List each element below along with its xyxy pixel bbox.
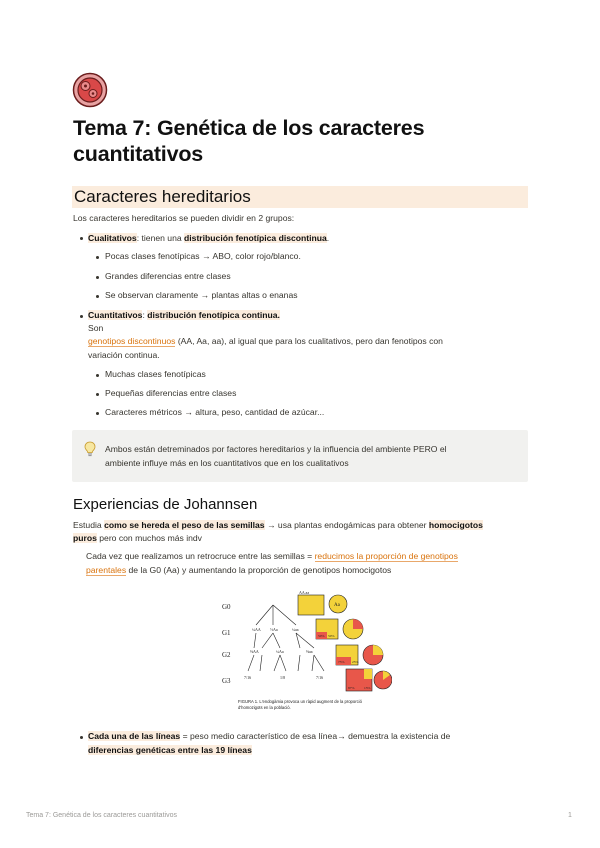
link-parentales[interactable]: parentales (86, 565, 127, 575)
text: : (142, 310, 148, 320)
section-heading-caracteres: Caracteres hereditarios (74, 187, 251, 206)
g0-box (298, 595, 324, 615)
sub-bullet-dot (96, 412, 99, 415)
sub-list-item: Se observan claramente → plantas altas o enanas (105, 290, 298, 300)
g3-pct: 87% (348, 686, 355, 690)
g3-box-yellow (364, 669, 372, 679)
bullet-dot (80, 315, 83, 318)
highlight-diferencias: diferencias genéticas entre las 19 líneas (88, 745, 252, 755)
link-reducimos[interactable]: reducimos la proporción de genotipos (314, 551, 458, 561)
sub-list-item: Muchas clases fenotípicas (105, 369, 206, 379)
text: Cada vez que realizamos un retrocruce entre las semillas = (86, 551, 315, 561)
g3-pct2: 13% (364, 686, 371, 690)
g2-pct: 75% (338, 660, 345, 664)
retrocruce-line-1 (86, 549, 458, 563)
sub-bullet-dot (96, 276, 99, 279)
g1-node: ½Aa (270, 627, 278, 632)
sub-bullet-dot (96, 256, 99, 259)
g2-pct2: 25% (352, 660, 359, 664)
figure-caption-2: d'homozigots en la població. (238, 705, 291, 710)
highlight-puros: puros (73, 533, 97, 543)
highlight-discontinua: distribución fenotípica discontinua (184, 233, 327, 243)
list-item-lineas (88, 729, 450, 743)
term-cuantitativos: Cuantitativos (88, 310, 143, 320)
genotipos-line (88, 334, 443, 348)
highlight-cada-linea: Cada una de las líneas (88, 731, 181, 741)
bullet-dot (80, 237, 83, 240)
sub-list-item: Pequeñas diferencias entre clases (105, 388, 237, 398)
sub-list-item: Caracteres métricos → altura, peso, cantidad de azúcar... (105, 407, 325, 417)
text: : tienen una (136, 233, 185, 243)
g0-box-label: AA aa (299, 590, 310, 595)
g2-node: ⅜aa (306, 649, 313, 654)
text: pero con muchos más indv (96, 533, 202, 543)
text: Estudia (73, 520, 105, 530)
sub-bullet-dot (96, 393, 99, 396)
g1-node: ¼AA (252, 627, 261, 632)
text: (AA, Aa, aa), al igual que para los cualitativos, pero dan fenotipos con (175, 336, 443, 346)
text: = peso medio característico de esa línea→ demuestra la existencia de (180, 731, 451, 741)
johannsen-line-2 (73, 531, 202, 545)
g0-circle-label: Aa (334, 603, 340, 608)
page-title: Tema 7: Genética de los caracteres cuantitativos (73, 116, 425, 166)
sub-bullet-dot (96, 295, 99, 298)
callout-text-1: Ambos están detreminados por factores hereditarios y la influencia del ambiente PERO el (105, 444, 447, 454)
gen-label: G0 (222, 603, 231, 611)
g1-circle-red (353, 619, 363, 629)
text: . (326, 233, 330, 243)
gen-label: G2 (222, 651, 231, 659)
text: → usa plantas endogámicas para obtener (264, 520, 429, 530)
page-number: 1 (568, 812, 572, 819)
highlight-peso-semillas: como se hereda el peso de las semillas (104, 520, 265, 530)
variacion-text: variación continua. (88, 350, 160, 360)
text: de la G0 (Aa) y aumentando la proporción de genotipos homocigotos (126, 565, 392, 575)
highlight-continua: distribución fenotípica continua. (147, 310, 280, 320)
sub-list-item: Grandes diferencias entre clases (105, 271, 231, 281)
g2-circle-yellow (373, 645, 383, 655)
list-item-lineas-2 (88, 743, 252, 757)
g1-pct: 50% (318, 634, 325, 638)
sub-list-item: Pocas clases fenotípicas → ABO, color rojo/blanco. (105, 251, 301, 261)
gen-label: G3 (222, 677, 231, 685)
g2-node: ⅜AA (250, 649, 259, 654)
link-genotipos-discontinuos[interactable]: genotipos discontinuos (88, 336, 176, 346)
gen-label: G1 (222, 629, 231, 637)
endogamy-figure (218, 585, 392, 717)
johannsen-line-1 (73, 518, 483, 532)
son-text: Son (88, 323, 104, 333)
retrocruce-line-2 (86, 563, 391, 577)
section-heading-johannsen: Experiencias de Johannsen (73, 496, 258, 513)
callout-text-2: ambiente influye más en los cuantitativos que en los cualitativos (105, 458, 349, 468)
highlight-homocigotos: homocigotos (428, 520, 483, 530)
lightbulb-icon (84, 441, 96, 457)
list-item-cuantitativos (88, 308, 280, 322)
g1-pct2: 50% (328, 634, 335, 638)
g3-node: 1/8 (280, 675, 286, 680)
bullet-dot (80, 736, 83, 739)
g2-node: ¼Aa (276, 649, 284, 654)
list-item-cualitativos (88, 231, 329, 245)
intro-text: Los caracteres hereditarios se pueden dividir en 2 grupos: (73, 213, 295, 223)
cell-page-icon (72, 72, 108, 108)
footer-title: Tema 7: Genética de los caracteres cuantitativos (26, 812, 177, 819)
g1-node: ¼aa (292, 627, 299, 632)
term-cualitativos: Cualitativos (88, 233, 137, 243)
g3-node: 7/16 (244, 675, 252, 680)
figure-caption-1: FIGURA 1. L'endogàmia provoca un ràpid augment de la proporció (238, 699, 362, 704)
sub-bullet-dot (96, 374, 99, 377)
g3-node: 7/16 (316, 675, 324, 680)
